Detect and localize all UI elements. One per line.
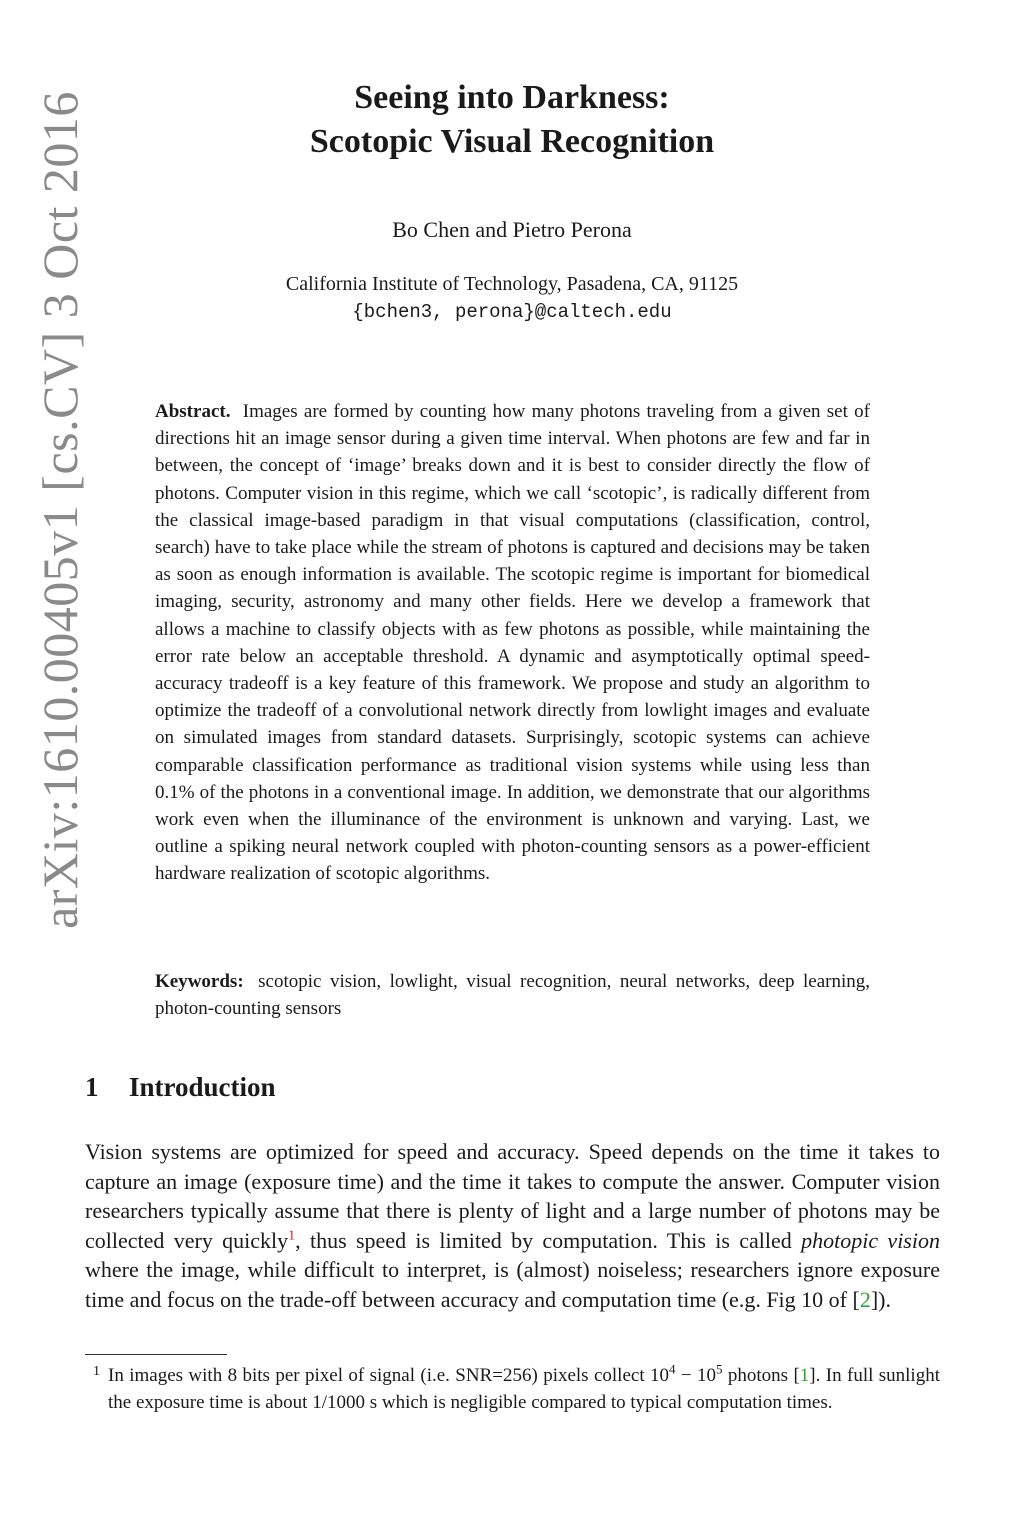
section-heading — [85, 1072, 276, 1103]
email-addresses: {bchen3, perona}@caltech.edu — [352, 301, 672, 323]
arxiv-identifier: arXiv:1610.00405v1 [cs.CV] 3 Oct 2016 — [32, 91, 88, 929]
footnote-exponent-1: 4 — [669, 1361, 676, 1377]
abstract-label: Abstract. — [155, 401, 231, 422]
section-title: Introduction — [129, 1072, 276, 1102]
section-number: 1 — [85, 1072, 99, 1102]
footnote-divider — [85, 1354, 227, 1355]
title-line-1: Seeing into Darkness: — [354, 79, 670, 116]
keywords-text: scotopic vision, lowlight, visual recognition, neural networks, deep learning, photon-counting sensors — [155, 971, 871, 1020]
footnote-body — [108, 1362, 940, 1416]
affiliation: California Institute of Technology, Pasadena, CA, 91125 — [285, 273, 739, 295]
intro-emphasis: photopic vision — [801, 1227, 940, 1253]
intro-paragraph — [85, 1137, 940, 1314]
intro-text-a: Vision systems are optimized for speed and accuracy. Speed depends on the time it takes to capture an image (exposure time) and the time it takes to compute the answer. Computer vision researchers typically assume that there is plenty of light and a large number of photons may be collected very quickly — [85, 1139, 940, 1253]
footnote-number: 1 — [93, 1364, 100, 1379]
paper-title — [150, 76, 874, 164]
abstract-text: Images are formed by counting how many photons traveling from a given set of directions hit an image sensor during a given time interval. When photons are few and far in between, the concept of ‘image’ breaks down and it is best to consider directly the flow of photons. Computer vision in this regime, which we call ‘scotopic’, is radically different from the classical image-based paradigm in that visual computations (classification, control, search) have to take place while the stream of photons is captured and decisions may be taken as soon as enough information is available. The scotopic regime is important for biomedical imaging, security, astronomy and many other fields. Here we develop a framework that allows a machine to classify objects with as few photons as possible, while maintaining the error rate below an acceptable threshold. A dynamic and asymptotically optimal speed-accuracy tradeoff is a key feature of this framework. We propose and study an algorithm to optimize the tradeoff of a convolutional network directly from lowlight images and evaluate on simulated images from standard datasets. Surprisingly, scotopic systems can achieve comparable classification performance as traditional vision systems while using less than 0.1% of the photons in a conventional image. In addition, we demonstrate that our algorithms work even when the illuminance of the environment is unknown and varying. Last, we outline a spiking neural network coupled with photon-counting sensors as a power-efficient hardware realization of scotopic algorithms. — [155, 401, 870, 885]
intro-text-d: ]). — [870, 1286, 891, 1312]
footnote-marker[interactable]: 1 — [288, 1228, 296, 1244]
authors: Bo Chen and Pietro Perona — [392, 217, 632, 242]
intro-text-b: , thus speed is limited by computation. This is called — [295, 1227, 802, 1253]
footnote-text-a: In images with 8 bits per pixel of signal (i.e. SNR=256) pixels collect 10 — [108, 1365, 669, 1386]
footnote — [85, 1362, 940, 1416]
footnote-citation-link[interactable]: 1 — [799, 1365, 810, 1386]
citation-link[interactable]: 2 — [859, 1286, 871, 1312]
affiliation-block — [150, 270, 874, 326]
keywords — [155, 968, 870, 1022]
keywords-label: Keywords: — [155, 971, 244, 992]
intro-text-c: where the image, while difficult to interpret, is (almost) noiseless; researchers ignore exposure time and focus on the trade-off between accuracy and computation time (e.g. Fig 10 of [ — [85, 1257, 940, 1312]
footnote-exponent-2: 5 — [716, 1361, 723, 1377]
title-line-2: Scotopic Visual Recognition — [309, 123, 715, 160]
footnote-text-b: − 10 — [675, 1365, 716, 1386]
abstract — [155, 398, 870, 888]
footnote-text-c: photons [ — [722, 1365, 800, 1386]
footnote-text-d: ]. In full sunlight the exposure time is about 1/1000 s which is negligible compared to typical computation times. — [108, 1365, 940, 1413]
